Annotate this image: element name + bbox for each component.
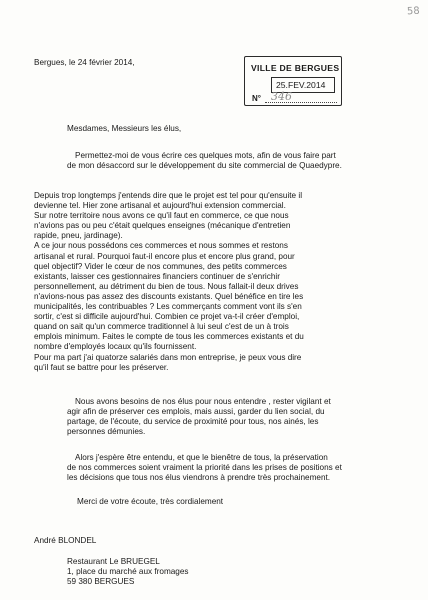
paragraph-line: personnellement, au détriment du bien de tous. Nous fallait-il deux drives: [34, 281, 299, 291]
paragraph-line: Depuis trop longtemps j'entends dire que le projet est tel pour qu'ensuite il: [34, 191, 303, 200]
stamp-number-label: N°: [252, 94, 261, 103]
paragraph-intro: [67, 151, 342, 171]
paragraph-line: de nos commerces soient vraiment la priorité dans les prises de positions et: [67, 463, 342, 473]
paragraph-hope: [67, 453, 342, 483]
paragraph-line: agir afin de préserver ces emplois, mais aussi, garder du lien social, du: [67, 407, 325, 417]
paragraph-line: Nous avons besoins de nos élus pour nous entendre , rester vigilant et: [75, 397, 331, 406]
stamp-number-underline: [265, 102, 337, 103]
stamp-title: VILLE DE BERGUES: [251, 63, 340, 73]
corner-note: 58: [406, 5, 421, 18]
signature-company: Restaurant Le BRUEGEL: [67, 557, 160, 566]
salutation: Mesdames, Messieurs les élus,: [67, 124, 182, 133]
signature-name: André BLONDEL: [34, 536, 97, 545]
paragraph-line: artisanal et rural. Pourquoi faut-il encore plus et encore plus grand, pour: [34, 251, 295, 261]
paragraph-line: n'avions pas ou peu c'était quelques enseignes (mécanique d'entretien: [34, 221, 291, 231]
paragraph-line: quel objectif? Vider le cœur de nos communes, des petits commerces: [34, 261, 287, 271]
paragraph-line: emplois minimum. Faites le compte de tous les commerces existants et du: [34, 332, 304, 342]
paragraph-elus: [67, 397, 331, 437]
paragraph-line: devienne tel. Hier zone artisanal et aujourd'hui extension commercial.: [34, 201, 286, 211]
paragraph-line: quand on sait qu'un commerce traditionnel à lui seul c'est de un à trois: [34, 322, 289, 332]
stamp-number: 346: [271, 90, 292, 103]
paragraph-line: Alors j'espère être entendu, et que le bienêtre de tous, la préservation: [75, 453, 328, 462]
paragraph-line: Permettez-moi de vous écrire ces quelques mots, afin de vous faire part: [75, 151, 336, 160]
reception-stamp: [244, 56, 342, 106]
paragraph-line: A ce jour nous possédons ces commerces et nous sommes et restons: [34, 241, 288, 251]
paragraph-line: les décisions que tous nos élus viendrons à prendre très prochainement.: [67, 473, 331, 483]
paragraph-body: [34, 191, 304, 373]
paragraph-line: nombre d'employés locaux qu'ils fournissent.: [34, 342, 197, 352]
date-line: Bergues, le 24 février 2014,: [34, 58, 135, 67]
signature-city: 59 380 BERGUES: [67, 577, 135, 586]
paragraph-line: Pour ma part j'ai quatorze salariés dans mon entreprise, je peux vous dire: [34, 352, 302, 362]
paragraph-line: municipalités, les contribuables ? Les commerçants comment vont ils s'en: [34, 302, 302, 312]
paragraph-line: sortir, c'est si difficile aujourd'hui. Combien ce projet va-t-il créer d'emploi,: [34, 312, 300, 322]
signature-address: 1, place du marché aux fromages: [67, 567, 189, 576]
paragraph-line: Sur notre territoire nous avons ce qu'il faut en commerce, ce que nous: [34, 211, 289, 221]
paragraph-line: personnes démunies.: [67, 427, 146, 437]
paragraph-line: de mon désaccord sur le développement du site commercial de Quaedypre.: [67, 161, 342, 171]
paragraph-line: qu'il faut se battre pour les préserver.: [34, 362, 169, 372]
paragraph-line: partage, de l'écoute, du service de proximité pour tous, nos ainés, les: [67, 417, 319, 427]
paragraph-line: rapide, pneu, jardinage).: [34, 231, 123, 241]
stamp-date: 25.FEV.2014: [276, 80, 326, 90]
paragraph-line: n'avions-nous pas assez des discounts existants. Quel bénéfice en tire les: [34, 291, 304, 301]
paragraph-line: existants, laisser ces gestionnaires financiers continuer de s'enrichir: [34, 271, 280, 281]
closing-line: Merci de votre écoute, très cordialement: [77, 497, 224, 506]
